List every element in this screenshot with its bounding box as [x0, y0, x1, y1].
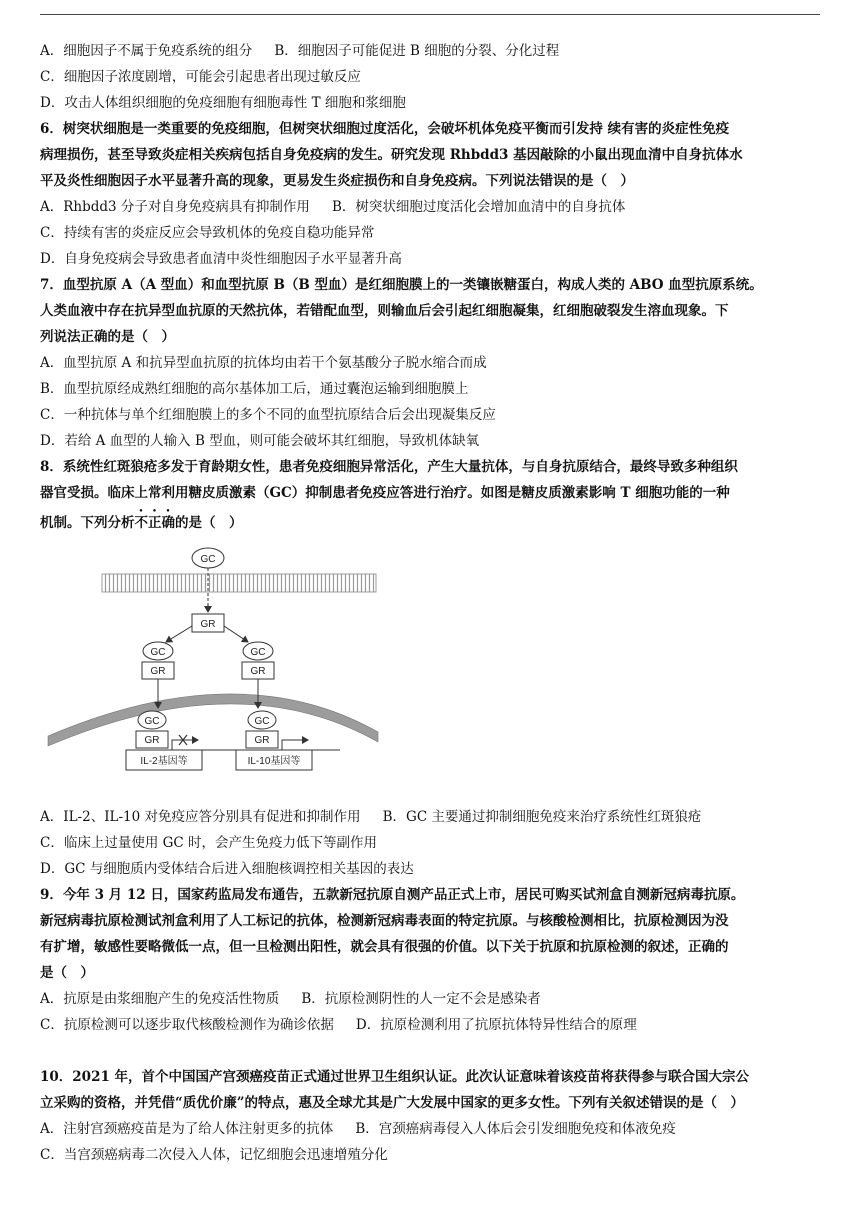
question-stem: 列说法正确的是（ ）: [40, 329, 175, 345]
gc-label: GC: [200, 554, 216, 565]
question-stem: [40, 506, 822, 532]
branch-arrow-right: [224, 626, 248, 642]
question-stem: 7．血型抗原 A（A 型血）和血型抗原 B（B 型血）是红细胞膜上的一类镶嵌糖蛋白，构成人类的 ABO 血型抗原系统。: [40, 277, 763, 293]
option-line: D．GC 与细胞质内受体结合后进入细胞核调控相关基因的表达: [40, 861, 414, 877]
gc-mechanism-diagram: [40, 536, 822, 804]
stem-text: 的是（ ）: [175, 515, 243, 531]
question-7: [40, 272, 822, 454]
option-line: D．攻击人体组织细胞的免疫细胞有细胞毒性 T 细胞和浆细胞: [40, 95, 406, 111]
gc-diagram-svg: [40, 536, 440, 804]
active-transcription-arrow: [282, 740, 308, 750]
question-stem: 平及炎性细胞因子水平显著升高的现象，更易发生炎症损伤和自身免疫病。下列说法错误的是（ ）: [40, 173, 634, 189]
gc-label: GC: [144, 716, 160, 727]
question-8: [40, 454, 822, 882]
gc-label: GC: [254, 716, 270, 727]
option-line: C．细胞因子浓度剧增，可能会引起患者出现过敏反应: [40, 69, 361, 85]
branch-arrow-left: [166, 626, 192, 642]
question-stem: 9．今年 3 月 12 日，国家药监局发布通告，五款新冠抗原自测产品正式上市，居民可购买试剂盒自测新冠病毒抗原。: [40, 887, 745, 903]
gene-label-left: IL-2基因等: [140, 756, 188, 767]
option-line: A．IL-2、IL-10 对免疫应答分别具有促进和抑制作用 B．GC 主要通过抑制细胞免疫来治疗系统性红斑狼疮: [40, 809, 702, 825]
question-5-options: [40, 38, 822, 116]
question-stem: 人类血液中存在抗异型血抗原的天然抗体，若错配血型，则输血后会引起红细胞凝集，红细胞破裂发生溶血现象。下: [40, 303, 729, 319]
option-line: D．自身免疫病会导致患者血清中炎性细胞因子水平显著升高: [40, 251, 402, 267]
gr-label: GR: [144, 735, 160, 746]
option-line: C．当宫颈癌病毒二次侵入人体，记忆细胞会迅速增殖分化: [40, 1147, 388, 1163]
question-9: [40, 882, 822, 1038]
option-line: C．临床上过量使用 GC 时，会产生免疫力低下等副作用: [40, 835, 378, 851]
option-line: C．持续有害的炎症反应会导致机体的免疫自稳功能异常: [40, 225, 375, 241]
gr-label: GR: [200, 619, 216, 630]
question-stem: 新冠病毒抗原检测试剂盒利用了人工标记的抗体，检测新冠病毒表面的特定抗原。与核酸检测相比，抗原检测因为没: [40, 913, 729, 929]
gc-label: GC: [150, 647, 166, 658]
option-line: D．若给 A 血型的人输入 B 型血，则可能会破坏其红细胞，导致机体缺氧: [40, 433, 480, 449]
question-stem: 8．系统性红斑狼疮多发于育龄期女性，患者免疫细胞异常活化，产生大量抗体，与自身抗原结合，最终导致多种组织: [40, 459, 738, 475]
gr-label: GR: [150, 666, 166, 677]
emphasis-text: 不正确: [134, 515, 175, 531]
blocked-transcription-arrow: [172, 740, 198, 750]
nuclear-envelope: [48, 694, 378, 746]
spacer: [40, 1038, 822, 1064]
question-stem: 器官受损。临床上常利用糖皮质激素（GC）抑制患者免疫应答进行治疗。如图是糖皮质激素影响 T 细胞功能的一种: [40, 485, 730, 501]
question-stem: 病理损伤，甚至导致炎症相关疾病包括自身免疫病的发生。研究发现 Rhbdd3 基因敲除的小鼠出现血清中自身抗体水: [40, 147, 743, 163]
question-stem: 6．树突状细胞是一类重要的免疫细胞，但树突状细胞过度活化，会破坏机体免疫平衡而引发持 续有害的炎症性免疫: [40, 121, 730, 137]
question-stem: 立采购的资格，并凭借“质优价廉”的特点，惠及全球尤其是广大发展中国家的更多女性。下列有关叙述错误的是（ ）: [40, 1095, 745, 1111]
option-line: A．Rhbdd3 分子对自身免疫病具有抑制作用 B．树突状细胞过度活化会增加血清中的自身抗体: [40, 199, 626, 215]
option-line: A．抗原是由浆细胞产生的免疫活性物质 B．抗原检测阴性的人一定不会是感染者: [40, 991, 541, 1007]
question-stem: 有扩增，敏感性要略微低一点，但一旦检测出阳性，就会具有很强的价值。以下关于抗原和抗原检测的叙述，正确的: [40, 939, 729, 955]
header-rule: [40, 14, 820, 15]
gc-label: GC: [250, 647, 266, 658]
question-stem: 10．2021 年，首个中国国产宫颈癌疫苗正式通过世界卫生组织认证。此次认证意味着该疫苗将获得参与联合国大宗公: [40, 1069, 750, 1085]
option-line: C．一种抗体与单个红细胞膜上的多个不同的血型抗原结合后会出现凝集反应: [40, 407, 496, 423]
option-line: A．注射宫颈癌疫苗是为了给人体注射更多的抗体 B．宫颈癌病毒侵入人体后会引发细胞免疫和体液免疫: [40, 1121, 676, 1137]
option-line: C．抗原检测可以逐步取代核酸检测作为确诊依据 D．抗原检测利用了抗原抗体特异性结合的原理: [40, 1017, 637, 1033]
question-6: [40, 116, 822, 272]
gene-label-right: IL-10基因等: [247, 756, 301, 767]
cell-membrane: [102, 574, 376, 592]
option-line: A．细胞因子不属于免疫系统的组分 B．细胞因子可能促进 B 细胞的分裂、分化过程: [40, 43, 560, 59]
gr-label: GR: [250, 666, 266, 677]
question-10: [40, 1064, 822, 1168]
question-stem: 是（ ）: [40, 965, 94, 981]
stem-text: 机制。下列分析: [40, 515, 135, 531]
exam-page: [40, 38, 822, 1168]
option-line: A．血型抗原 A 和抗异型血抗原的抗体均由若干个氨基酸分子脱水缩合而成: [40, 355, 487, 371]
option-line: B．血型抗原经成熟红细胞的高尔基体加工后，通过囊泡运输到细胞膜上: [40, 381, 469, 397]
gr-label: GR: [254, 735, 270, 746]
